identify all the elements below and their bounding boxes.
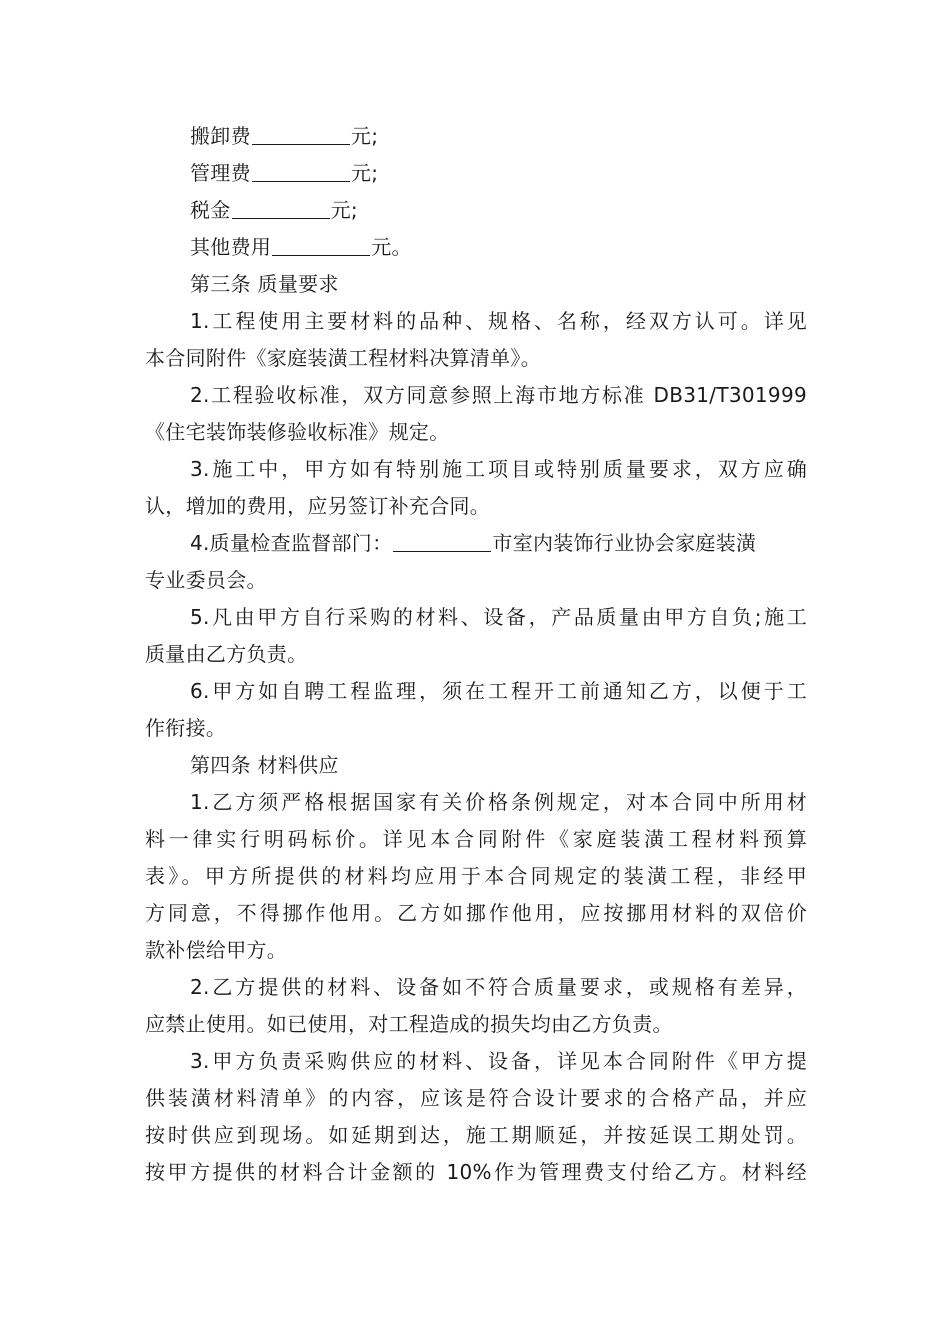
fee-unit: 元。 (371, 235, 412, 259)
paragraph-line: 1.工程使用主要材料的品种、规格、名称，经双方认可。详见 (190, 309, 807, 333)
article-4-item-3 (145, 1043, 807, 1191)
fee-unit: 元; (330, 198, 358, 222)
paragraph-line: 1.乙方须严格根据国家有关价格条例规定，对本合同中所用材 (190, 790, 807, 814)
paragraph-line: 3.施工中，甲方如有特别施工项目或特别质量要求，双方应确 (190, 457, 807, 481)
paragraph-line: 2.乙方提供的材料、设备如不符合质量要求，或规格有差异， (190, 975, 807, 999)
fill-blank[interactable] (252, 122, 350, 145)
article-3-heading: 第三条 质量要求 (190, 272, 339, 296)
article-3-item-6 (145, 673, 807, 747)
article-4-item-2 (145, 969, 807, 1043)
paragraph-line: 专业委员会。 (145, 568, 267, 592)
paragraph-line: 5.凡由甲方自行采购的材料、设备，产品质量由甲方自负;施工 (190, 605, 807, 629)
paragraph-line: 质量由乙方负责。 (145, 642, 308, 666)
paragraph-line: 按甲方提供的材料合计金额的 10%作为管理费支付给乙方。材料经 (145, 1160, 807, 1184)
fee-unit: 元; (350, 124, 379, 148)
paragraph-line: 供装潢材料清单》的内容，应该是符合设计要求的合格产品，并应 (145, 1086, 807, 1110)
article-3-item-4 (145, 525, 807, 599)
fee-label: 其他费用 (190, 235, 272, 259)
fill-blank[interactable] (393, 529, 491, 552)
article-4-item-1 (145, 784, 807, 969)
fee-label: 税金 (190, 198, 231, 222)
article-3-item-3 (145, 451, 807, 525)
paragraph-line: 款补偿给甲方。 (145, 938, 288, 962)
paragraph-line: 按时供应到现场。如延期到达，施工期顺延，并按延误工期处罚。 (145, 1123, 807, 1147)
fee-label: 搬卸费 (190, 124, 251, 148)
fill-blank[interactable] (252, 159, 350, 182)
fill-blank[interactable] (272, 233, 370, 256)
article-3-item-1 (145, 303, 807, 377)
item-prefix: 4.质量检查监督部门： (190, 531, 393, 555)
fee-line-other (145, 229, 807, 266)
fill-blank[interactable] (232, 196, 330, 219)
fee-line-tax (145, 192, 807, 229)
paragraph-line: 作衔接。 (145, 716, 227, 740)
paragraph-line: 表》。甲方所提供的材料均应用于本合同规定的装潢工程，非经甲 (145, 864, 807, 888)
paragraph-line: 2.工程验收标准，双方同意参照上海市地方标准 DB31/T301999 (190, 383, 807, 407)
item-suffix: 市室内装饰行业协会家庭装潢 (492, 531, 757, 555)
fee-line-unloading (145, 118, 807, 155)
fee-line-management (145, 155, 807, 192)
paragraph-line: 6.甲方如自聘工程监理，须在工程开工前通知乙方，以便于工 (190, 679, 807, 703)
article-3-item-5 (145, 599, 807, 673)
paragraph-line: 料一律实行明码标价。详见本合同附件《家庭装潢工程材料预算 (145, 827, 807, 851)
fee-unit: 元; (350, 161, 379, 185)
paragraph-line (145, 525, 807, 562)
paragraph-line: 3.甲方负责采购供应的材料、设备，详见本合同附件《甲方提 (190, 1049, 807, 1073)
paragraph-line: 本合同附件《家庭装潢工程材料决算清单》。 (145, 346, 541, 370)
paragraph-line: 认，增加的费用，应另签订补充合同。 (145, 494, 491, 518)
paragraph-line: 方同意，不得挪作他用。乙方如挪作他用，应按挪用材料的双倍价 (145, 901, 807, 925)
contract-body (145, 118, 807, 1191)
paragraph-line: 应禁止使用。如已使用，对工程造成的损失均由乙方负责。 (145, 1012, 673, 1036)
article-4-heading: 第四条 材料供应 (190, 753, 339, 777)
paragraph-line: 《住宅装饰装修验收标准》规定。 (145, 420, 450, 444)
fee-label: 管理费 (190, 161, 251, 185)
article-3-item-2 (145, 377, 807, 451)
